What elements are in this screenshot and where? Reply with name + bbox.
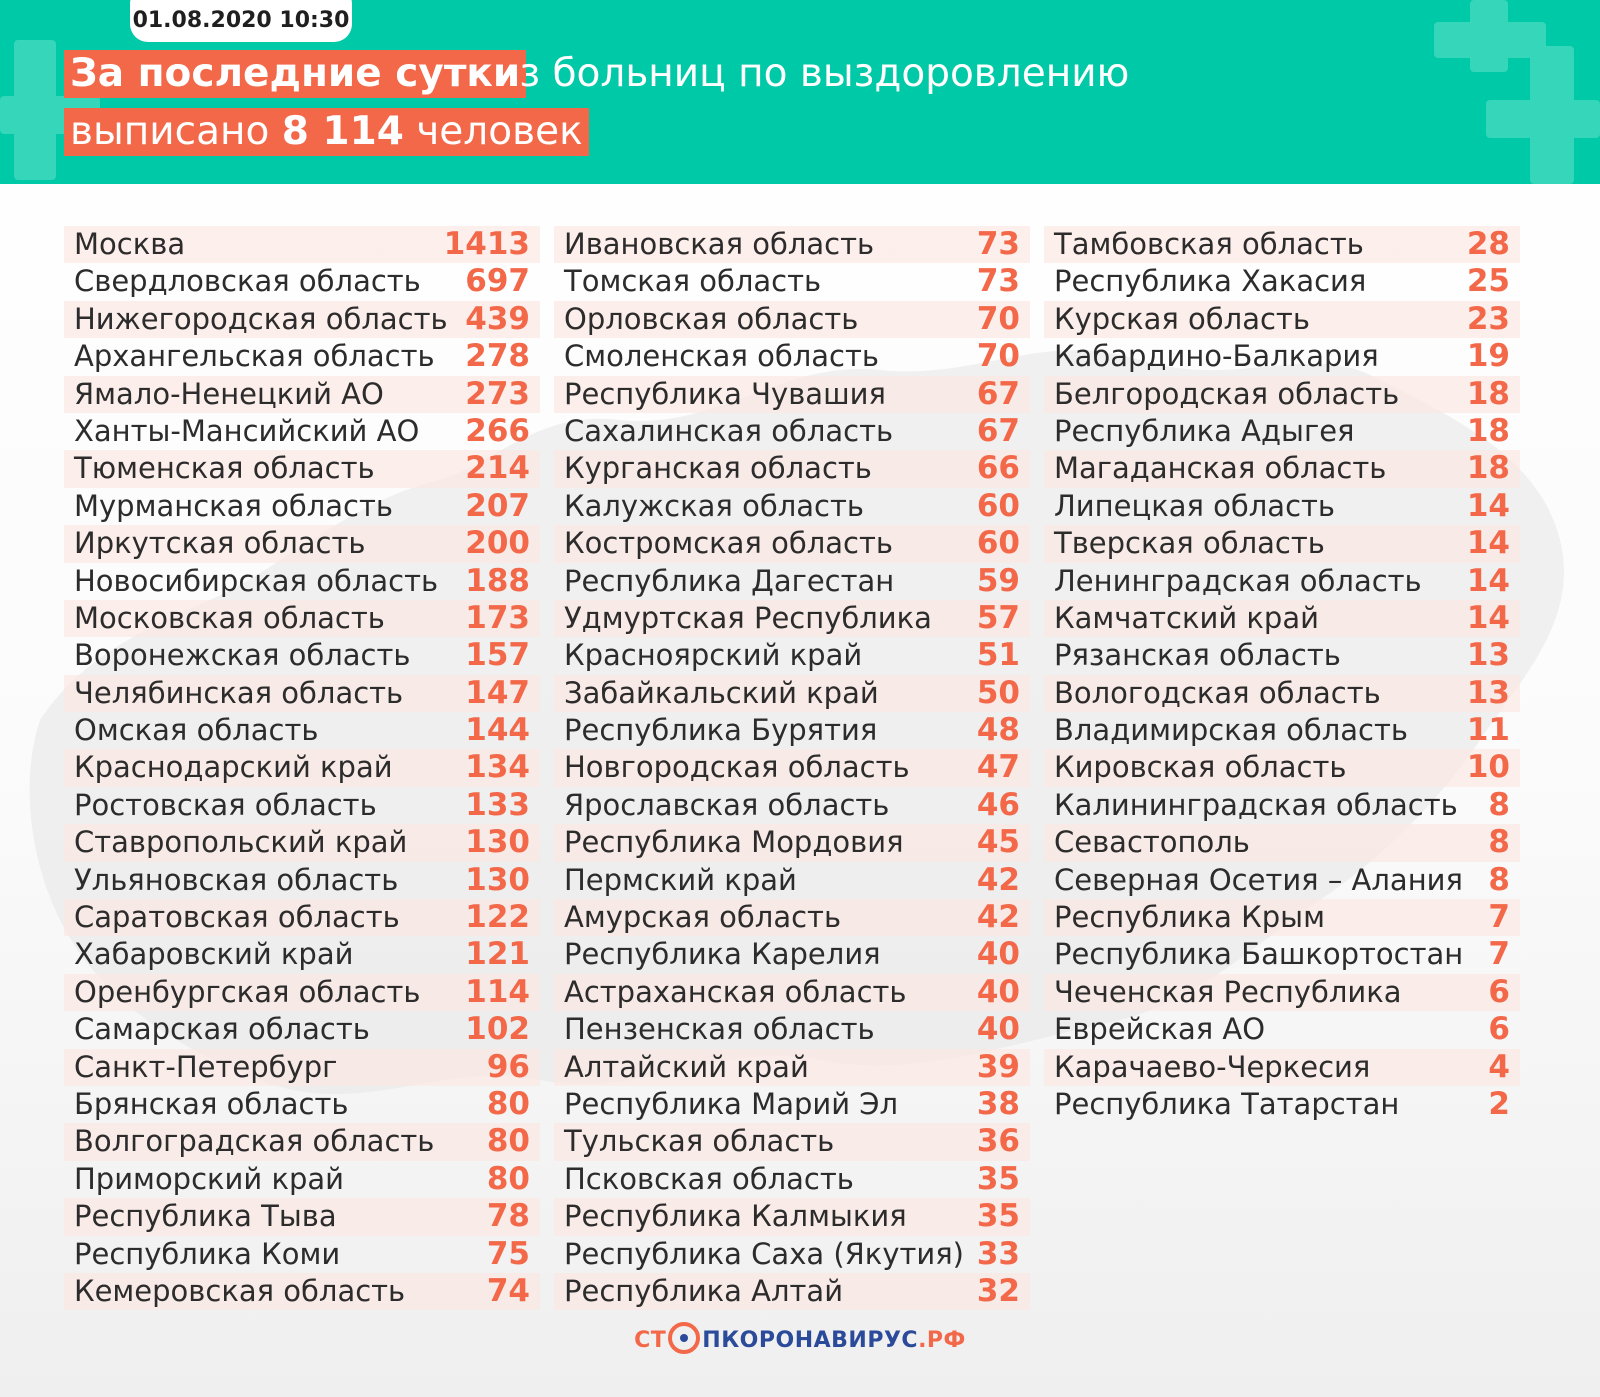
region-row (554, 675, 1030, 712)
region-row (64, 1161, 540, 1198)
region-name: Кабардино-Балкария (1054, 339, 1379, 374)
region-row (554, 263, 1030, 300)
recovered-count: 66 (976, 450, 1020, 487)
region-row (554, 413, 1030, 450)
region-row (1044, 899, 1520, 936)
region-row (64, 1086, 540, 1123)
region-row (1044, 1049, 1520, 1086)
recovered-count: 130 (465, 824, 530, 861)
region-row (64, 1236, 540, 1273)
region-name: Тюменская область (74, 451, 375, 486)
recovered-count: 40 (976, 973, 1020, 1010)
region-row (64, 226, 540, 263)
region-row (1044, 600, 1520, 637)
recovered-count: 45 (976, 824, 1020, 861)
region-row (1044, 226, 1520, 263)
recovered-count: 188 (465, 562, 530, 599)
recovered-count: 28 (1466, 226, 1510, 262)
recovered-count: 7 (1488, 899, 1510, 936)
recovered-count: 122 (465, 899, 530, 936)
recovered-count: 51 (976, 637, 1020, 674)
region-name: Рязанская область (1054, 638, 1341, 673)
region-name: Калининградская область (1054, 787, 1458, 822)
region-row (64, 525, 540, 562)
logo-domain: .РФ (918, 1328, 966, 1353)
region-name: Волгоградская область (74, 1124, 435, 1159)
plus-decoration-icon (1486, 100, 1600, 138)
region-row (1044, 450, 1520, 487)
region-row (1044, 824, 1520, 861)
headline-suffix: человек (416, 109, 583, 154)
recovered-count: 60 (976, 487, 1020, 524)
region-name: Кемеровская область (74, 1273, 406, 1308)
region-row (554, 1049, 1030, 1086)
region-name: Республика Тыва (74, 1199, 337, 1234)
region-row (554, 1161, 1030, 1198)
region-name: Ульяновская область (74, 862, 399, 897)
region-row (64, 1123, 540, 1160)
recovered-count: 8 (1488, 861, 1510, 898)
region-name: Новосибирская область (74, 563, 439, 598)
recovered-count: 133 (465, 786, 530, 823)
region-row (1044, 1086, 1520, 1123)
region-row (64, 899, 540, 936)
recovered-count: 80 (486, 1123, 530, 1160)
region-column-3 (1044, 226, 1520, 1123)
recovered-count: 14 (1466, 525, 1510, 562)
recovered-count: 14 (1466, 562, 1510, 599)
region-name: Оренбургская область (74, 974, 421, 1009)
region-name: Ярославская область (564, 787, 890, 822)
region-row (1044, 525, 1520, 562)
region-row (554, 301, 1030, 338)
region-row (64, 338, 540, 375)
region-row (1044, 787, 1520, 824)
recovered-count: 130 (465, 861, 530, 898)
region-row (64, 488, 540, 525)
recovered-count: 42 (976, 861, 1020, 898)
region-name: Республика Татарстан (1054, 1086, 1400, 1121)
recovered-count: 6 (1488, 973, 1510, 1010)
region-name: Магаданская область (1054, 451, 1387, 486)
recovered-count: 147 (465, 674, 530, 711)
region-name: Пермский край (564, 862, 797, 897)
region-name: Омская область (74, 713, 319, 748)
region-row (554, 749, 1030, 786)
recovered-count: 19 (1466, 338, 1510, 375)
recovered-count: 144 (465, 712, 530, 749)
headline-rest: из больниц по выздоровлению (494, 51, 1130, 96)
region-row (64, 787, 540, 824)
region-row (554, 338, 1030, 375)
recovered-count: 14 (1466, 487, 1510, 524)
region-row (554, 1011, 1030, 1048)
region-name: Тамбовская область (1054, 227, 1364, 261)
region-name: Камчатский край (1054, 600, 1319, 635)
recovered-count: 67 (976, 375, 1020, 412)
region-name: Липецкая область (1054, 488, 1336, 523)
region-name: Республика Бурятия (564, 713, 878, 748)
region-row (64, 637, 540, 674)
region-name: Смоленская область (564, 339, 879, 374)
region-row (64, 974, 540, 1011)
region-name: Мурманская область (74, 488, 393, 523)
region-name: Костромская область (564, 526, 893, 561)
recovered-count: 60 (976, 525, 1020, 562)
region-name: Белгородская область (1054, 376, 1400, 411)
region-name: Саратовская область (74, 900, 400, 935)
recovered-count: 14 (1466, 599, 1510, 636)
recovered-count: 207 (465, 487, 530, 524)
region-name: Ростовская область (74, 787, 377, 822)
recovered-count: 42 (976, 899, 1020, 936)
recovered-count: 25 (1466, 263, 1510, 300)
recovered-count: 697 (465, 263, 530, 300)
region-name: Вологодская область (1054, 675, 1381, 710)
region-name: Владимирская область (1054, 713, 1408, 748)
region-name: Республика Коми (74, 1236, 341, 1271)
region-name: Псковская область (564, 1161, 854, 1196)
region-row (1044, 712, 1520, 749)
region-row (1044, 862, 1520, 899)
region-row (554, 936, 1030, 973)
region-row (64, 376, 540, 413)
region-row (64, 1198, 540, 1235)
recovered-count: 114 (465, 973, 530, 1010)
region-name: Удмуртская Республика (564, 600, 932, 635)
region-name: Алтайский край (564, 1049, 809, 1084)
region-row (1044, 263, 1520, 300)
region-column-2 (554, 226, 1030, 1310)
region-row (1044, 338, 1520, 375)
recovered-count: 33 (976, 1235, 1020, 1272)
logo-text-end: ПКОРОНАВИРУС (702, 1328, 919, 1353)
region-name: Ханты-Мансийский АО (74, 413, 420, 448)
recovered-count: 214 (465, 450, 530, 487)
region-row (1044, 376, 1520, 413)
region-row (554, 488, 1030, 525)
region-name: Орловская область (564, 301, 859, 336)
recovered-count: 13 (1466, 674, 1510, 711)
region-name: Карачаево-Черкесия (1054, 1049, 1371, 1084)
recovered-count: 59 (976, 562, 1020, 599)
region-row (554, 824, 1030, 861)
headline-highlight (64, 50, 526, 98)
region-name: Нижегородская область (74, 301, 448, 336)
region-name: Северная Осетия – Алания (1054, 862, 1463, 897)
region-name: Сахалинская область (564, 413, 894, 448)
headline-count: 8 114 (281, 109, 404, 154)
region-row (64, 712, 540, 749)
recovered-count: 35 (976, 1198, 1020, 1235)
region-row (554, 226, 1030, 263)
region-row (64, 862, 540, 899)
region-name: Воронежская область (74, 638, 411, 673)
region-name: Республика Мордовия (564, 825, 904, 860)
headline-highlight-text: За последние сутки (70, 51, 521, 96)
region-row (64, 749, 540, 786)
recovered-count: 57 (976, 599, 1020, 636)
recovered-count: 67 (976, 412, 1020, 449)
region-name: Брянская область (74, 1086, 349, 1121)
region-row (1044, 637, 1520, 674)
region-row (554, 862, 1030, 899)
region-row (554, 974, 1030, 1011)
region-row (1044, 936, 1520, 973)
region-row (64, 1273, 540, 1310)
recovered-count: 10 (1466, 749, 1510, 786)
region-row (554, 1273, 1030, 1310)
recovered-count: 200 (465, 525, 530, 562)
recovered-count: 73 (976, 226, 1020, 262)
recovered-count: 46 (976, 786, 1020, 823)
recovered-count: 4 (1488, 1048, 1510, 1085)
region-name: Республика Дагестан (564, 563, 895, 598)
region-name: Ямало-Ненецкий АО (74, 376, 384, 411)
region-row (64, 263, 540, 300)
recovered-count: 47 (976, 749, 1020, 786)
region-row (1044, 413, 1520, 450)
recovered-count: 278 (465, 338, 530, 375)
recovered-count: 102 (465, 1011, 530, 1048)
recovered-count: 40 (976, 936, 1020, 973)
region-name: Ставропольский край (74, 825, 408, 860)
region-row (554, 450, 1030, 487)
region-name: Республика Крым (1054, 900, 1325, 935)
region-name: Хабаровский край (74, 937, 354, 972)
region-name: Томская область (564, 264, 822, 299)
region-row (64, 301, 540, 338)
recovered-count: 36 (976, 1123, 1020, 1160)
region-name: Астраханская область (564, 974, 907, 1009)
region-name: Амурская область (564, 900, 842, 935)
region-name: Курская область (1054, 301, 1310, 336)
recovered-count: 18 (1466, 375, 1510, 412)
region-column-1 (64, 226, 540, 1310)
recovered-count: 439 (465, 300, 530, 337)
region-row (1044, 563, 1520, 600)
region-row (64, 450, 540, 487)
region-name: Челябинская область (74, 675, 404, 710)
recovered-count: 18 (1466, 450, 1510, 487)
recovered-count: 23 (1466, 300, 1510, 337)
recovered-count: 35 (976, 1160, 1020, 1197)
recovered-count: 40 (976, 1011, 1020, 1048)
region-name: Пензенская область (564, 1012, 875, 1047)
region-row (1044, 301, 1520, 338)
region-row (64, 563, 540, 600)
region-name: Санкт-Петербург (74, 1049, 338, 1084)
region-name: Севастополь (1054, 825, 1250, 860)
virus-stop-icon (668, 1322, 700, 1354)
headline-prefix: выписано (70, 109, 270, 154)
recovered-count: 11 (1466, 712, 1510, 749)
region-name: Курганская область (564, 451, 872, 486)
recovered-count: 32 (976, 1272, 1020, 1309)
recovered-count: 8 (1488, 786, 1510, 823)
recovered-count: 2 (1488, 1085, 1510, 1122)
recovered-count: 173 (465, 599, 530, 636)
region-row (554, 376, 1030, 413)
region-name: Республика Адыгея (1054, 413, 1355, 448)
date-time: 01.08.2020 10:30 (132, 8, 350, 33)
recovered-count: 266 (465, 412, 530, 449)
region-row (1044, 1011, 1520, 1048)
site-logo (0, 1328, 1600, 1354)
region-row (64, 675, 540, 712)
recovered-count: 75 (486, 1235, 530, 1272)
region-row (554, 600, 1030, 637)
region-row (554, 1123, 1030, 1160)
region-name: Самарская область (74, 1012, 370, 1047)
recovered-count: 6 (1488, 1011, 1510, 1048)
recovered-count: 13 (1466, 637, 1510, 674)
region-row (1044, 675, 1520, 712)
region-name: Республика Саха (Якутия) (564, 1236, 964, 1271)
recovered-count: 134 (465, 749, 530, 786)
recovered-count: 70 (976, 338, 1020, 375)
recovered-count: 18 (1466, 412, 1510, 449)
region-name: Кировская область (1054, 750, 1347, 785)
recovered-count: 80 (486, 1160, 530, 1197)
region-name: Архангельская область (74, 339, 435, 374)
region-name: Ленинградская область (1054, 563, 1422, 598)
region-name: Новгородская область (564, 750, 910, 785)
recovered-count: 96 (486, 1048, 530, 1085)
region-row (64, 600, 540, 637)
recovered-count: 78 (486, 1198, 530, 1235)
recovered-count: 121 (465, 936, 530, 973)
region-name: Чеченская Республика (1054, 974, 1402, 1009)
region-row (554, 1198, 1030, 1235)
recovered-count: 48 (976, 712, 1020, 749)
region-name: Тульская область (564, 1124, 835, 1159)
region-name: Республика Чувашия (564, 376, 886, 411)
region-name: Иркутская область (74, 526, 366, 561)
recovered-count: 38 (976, 1085, 1020, 1122)
region-row (554, 899, 1030, 936)
region-row (554, 787, 1030, 824)
region-name: Калужская область (564, 488, 864, 523)
region-row (554, 637, 1030, 674)
region-row (64, 824, 540, 861)
region-name: Республика Калмыкия (564, 1199, 907, 1234)
region-row (64, 936, 540, 973)
region-name: Москва (74, 227, 186, 261)
recovered-count: 39 (976, 1048, 1020, 1085)
recovered-count: 1413 (443, 226, 530, 262)
recovered-count: 50 (976, 674, 1020, 711)
region-name: Забайкальский край (564, 675, 879, 710)
region-name: Тверская область (1054, 526, 1325, 561)
region-row (554, 1086, 1030, 1123)
region-row (1044, 749, 1520, 786)
region-name: Республика Башкортостан (1054, 937, 1464, 972)
recovered-count: 7 (1488, 936, 1510, 973)
recovered-count: 74 (486, 1272, 530, 1309)
region-name: Краснодарский край (74, 750, 393, 785)
headline-count-box (64, 108, 589, 156)
region-name: Еврейская АО (1054, 1012, 1266, 1047)
region-row (554, 1236, 1030, 1273)
region-name: Московская область (74, 600, 385, 635)
recovered-count: 157 (465, 637, 530, 674)
region-name: Республика Карелия (564, 937, 881, 972)
region-row (554, 525, 1030, 562)
region-name: Красноярский край (564, 638, 863, 673)
recovered-count: 70 (976, 300, 1020, 337)
region-row (554, 712, 1030, 749)
region-name: Свердловская область (74, 264, 421, 299)
region-row (1044, 974, 1520, 1011)
region-row (64, 413, 540, 450)
region-name: Республика Марий Эл (564, 1086, 899, 1121)
region-row (554, 563, 1030, 600)
region-name: Республика Алтай (564, 1273, 844, 1308)
region-name: Ивановская область (564, 227, 875, 261)
region-row (64, 1049, 540, 1086)
recovered-count: 80 (486, 1085, 530, 1122)
region-name: Приморский край (74, 1161, 345, 1196)
recovered-count: 8 (1488, 824, 1510, 861)
recovered-count: 73 (976, 263, 1020, 300)
region-row (64, 1011, 540, 1048)
recovered-count: 273 (465, 375, 530, 412)
region-name: Республика Хакасия (1054, 264, 1367, 299)
logo-text-start: СТ (634, 1328, 667, 1353)
region-row (1044, 488, 1520, 525)
